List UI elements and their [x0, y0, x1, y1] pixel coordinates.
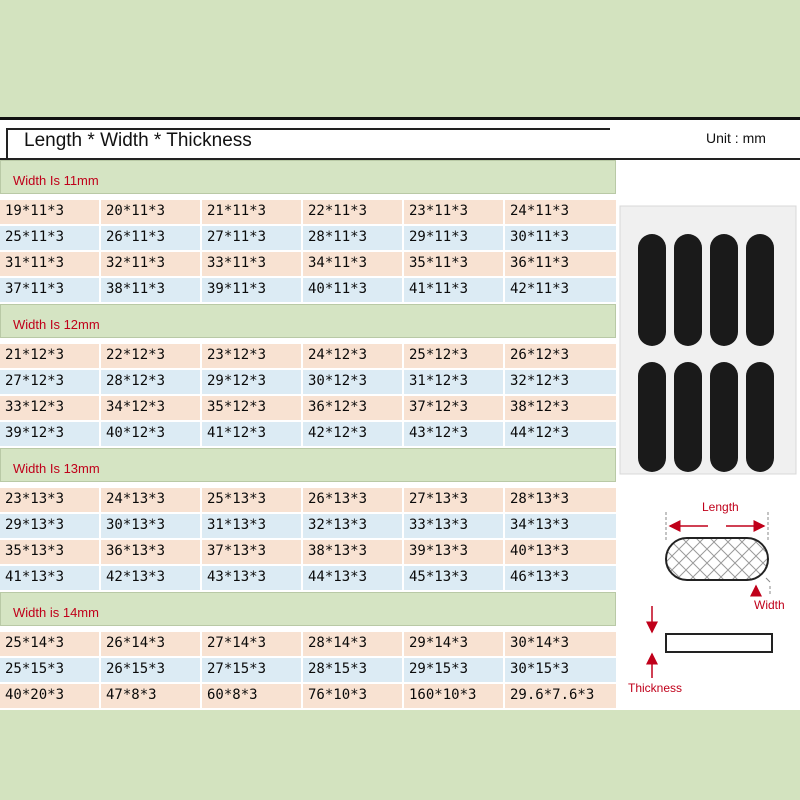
size-cell: 36*13*3 [101, 540, 202, 564]
section-heading: Width is 14mm [0, 592, 616, 626]
size-cell: 32*13*3 [303, 514, 404, 538]
size-cell: 41*11*3 [404, 278, 505, 302]
table-row [0, 252, 616, 278]
size-cell: 160*10*3 [404, 684, 505, 708]
size-cell: 31*13*3 [202, 514, 303, 538]
table-row [0, 396, 616, 422]
width-label: Width [754, 598, 785, 612]
size-cell: 27*15*3 [202, 658, 303, 682]
size-cell: 30*13*3 [101, 514, 202, 538]
size-cell: 33*11*3 [202, 252, 303, 276]
table-row [0, 684, 616, 710]
size-cell: 34*11*3 [303, 252, 404, 276]
foam-pad-8 [746, 362, 774, 472]
table-row [0, 658, 616, 684]
size-cell: 40*13*3 [510, 543, 570, 559]
size-cell: 42*13*3 [101, 566, 202, 590]
size-cell: 27*14*3 [202, 632, 303, 656]
size-cell: 26*15*3 [101, 658, 202, 682]
size-cell: 26*13*3 [303, 488, 404, 512]
size-cell: 23*13*3 [0, 488, 101, 512]
table-row [0, 278, 616, 304]
chart-title: Length * Width * Thickness [24, 130, 252, 151]
size-cell: 32*11*3 [101, 252, 202, 276]
size-cell: 37*13*3 [202, 540, 303, 564]
size-cell: 38*13*3 [303, 540, 404, 564]
size-cell: 37*11*3 [0, 278, 101, 302]
size-cell: 29*13*3 [0, 514, 101, 538]
size-cell: 39*13*3 [404, 540, 505, 564]
size-cell: 31*12*3 [404, 370, 505, 394]
table-row [0, 566, 616, 592]
size-cell: 25*14*3 [0, 632, 101, 656]
foam-pad-4 [746, 234, 774, 346]
size-cell: 30*15*3 [510, 661, 570, 677]
size-cell: 30*11*3 [510, 229, 570, 245]
table-row [0, 422, 616, 448]
pad-side-view [666, 634, 772, 652]
size-cell: 27*13*3 [404, 488, 505, 512]
size-cell: 24*11*3 [510, 203, 570, 219]
size-cell: 29*11*3 [404, 226, 505, 250]
size-table [0, 160, 616, 710]
dimension-diagram [616, 486, 800, 708]
size-cell: 42*12*3 [303, 422, 404, 446]
table-row [0, 540, 616, 566]
foam-pad-5 [638, 362, 666, 472]
foam-pad-3 [710, 234, 738, 346]
size-cell: 60*8*3 [202, 684, 303, 708]
table-row [0, 514, 616, 540]
size-cell: 35*13*3 [0, 540, 101, 564]
right-panel-header [616, 160, 800, 194]
size-cell: 28*14*3 [303, 632, 404, 656]
size-cell: 40*11*3 [303, 278, 404, 302]
table-row [0, 226, 616, 252]
size-cell: 29*15*3 [404, 658, 505, 682]
size-cell: 44*12*3 [510, 425, 570, 441]
size-cell: 24*13*3 [101, 488, 202, 512]
foam-pad-6 [674, 362, 702, 472]
pad-top-view [666, 538, 768, 580]
size-cell: 28*11*3 [303, 226, 404, 250]
foam-pad-2 [674, 234, 702, 346]
size-cell: 28*15*3 [303, 658, 404, 682]
table-row [0, 200, 616, 226]
size-cell: 25*13*3 [202, 488, 303, 512]
dimension-drawing [616, 486, 800, 708]
size-cell: 30*14*3 [510, 635, 570, 651]
size-cell: 25*12*3 [404, 344, 505, 368]
table-row [0, 370, 616, 396]
size-cell: 21*11*3 [202, 200, 303, 224]
size-cell: 41*13*3 [0, 566, 101, 590]
size-cell: 29.6*7.6*3 [510, 687, 595, 703]
section-heading: Width Is 11mm [0, 160, 616, 194]
size-cell: 24*12*3 [303, 344, 404, 368]
size-cell: 34*12*3 [101, 396, 202, 420]
unit-label: Unit : mm [706, 130, 766, 146]
size-cell: 27*12*3 [0, 370, 101, 394]
size-cell: 33*12*3 [0, 396, 101, 420]
size-cell: 38*12*3 [510, 399, 570, 415]
size-cell: 39*11*3 [202, 278, 303, 302]
size-cell: 31*11*3 [0, 252, 101, 276]
size-cell: 42*11*3 [510, 281, 570, 297]
size-cell: 47*8*3 [101, 684, 202, 708]
table-row [0, 344, 616, 370]
size-cell: 25*15*3 [0, 658, 101, 682]
size-cell: 21*12*3 [0, 344, 101, 368]
size-cell: 26*12*3 [510, 347, 570, 363]
size-cell: 26*14*3 [101, 632, 202, 656]
size-cell: 26*11*3 [101, 226, 202, 250]
section-heading: Width Is 13mm [0, 448, 616, 482]
size-cell: 22*11*3 [303, 200, 404, 224]
size-cell: 28*12*3 [101, 370, 202, 394]
size-cell: 38*11*3 [101, 278, 202, 302]
size-cell: 32*12*3 [510, 373, 570, 389]
size-cell: 23*11*3 [404, 200, 505, 224]
size-cell: 35*12*3 [202, 396, 303, 420]
table-row [0, 632, 616, 658]
size-cell: 22*12*3 [101, 344, 202, 368]
size-cell: 40*12*3 [101, 422, 202, 446]
size-cell: 39*12*3 [0, 422, 101, 446]
size-cell: 36*11*3 [510, 255, 570, 271]
size-cell: 44*13*3 [303, 566, 404, 590]
size-cell: 35*11*3 [404, 252, 505, 276]
thickness-label: Thickness [628, 681, 683, 695]
size-cell: 28*13*3 [510, 491, 570, 507]
size-cell: 46*13*3 [510, 569, 570, 585]
foam-pad-1 [638, 234, 666, 346]
size-cell: 76*10*3 [303, 684, 404, 708]
size-cell: 23*12*3 [202, 344, 303, 368]
section-heading: Width Is 12mm [0, 304, 616, 338]
size-cell: 37*12*3 [404, 396, 505, 420]
size-cell: 29*14*3 [404, 632, 505, 656]
table-row [0, 488, 616, 514]
size-cell: 41*12*3 [202, 422, 303, 446]
product-photo [616, 196, 800, 482]
size-cell: 43*12*3 [404, 422, 505, 446]
size-cell: 20*11*3 [101, 200, 202, 224]
size-cell: 29*12*3 [202, 370, 303, 394]
size-cell: 19*11*3 [0, 200, 101, 224]
size-cell: 43*13*3 [202, 566, 303, 590]
size-cell: 25*11*3 [0, 226, 101, 250]
size-cell: 33*13*3 [404, 514, 505, 538]
size-cell: 45*13*3 [404, 566, 505, 590]
pad-sheet-illustration [616, 196, 800, 482]
size-cell: 27*11*3 [202, 226, 303, 250]
size-cell: 36*12*3 [303, 396, 404, 420]
size-cell: 34*13*3 [510, 517, 570, 533]
foam-pad-7 [710, 362, 738, 472]
length-label: Length [702, 500, 739, 514]
size-cell: 30*12*3 [303, 370, 404, 394]
size-cell: 40*20*3 [0, 684, 101, 708]
chart-header [0, 120, 800, 160]
